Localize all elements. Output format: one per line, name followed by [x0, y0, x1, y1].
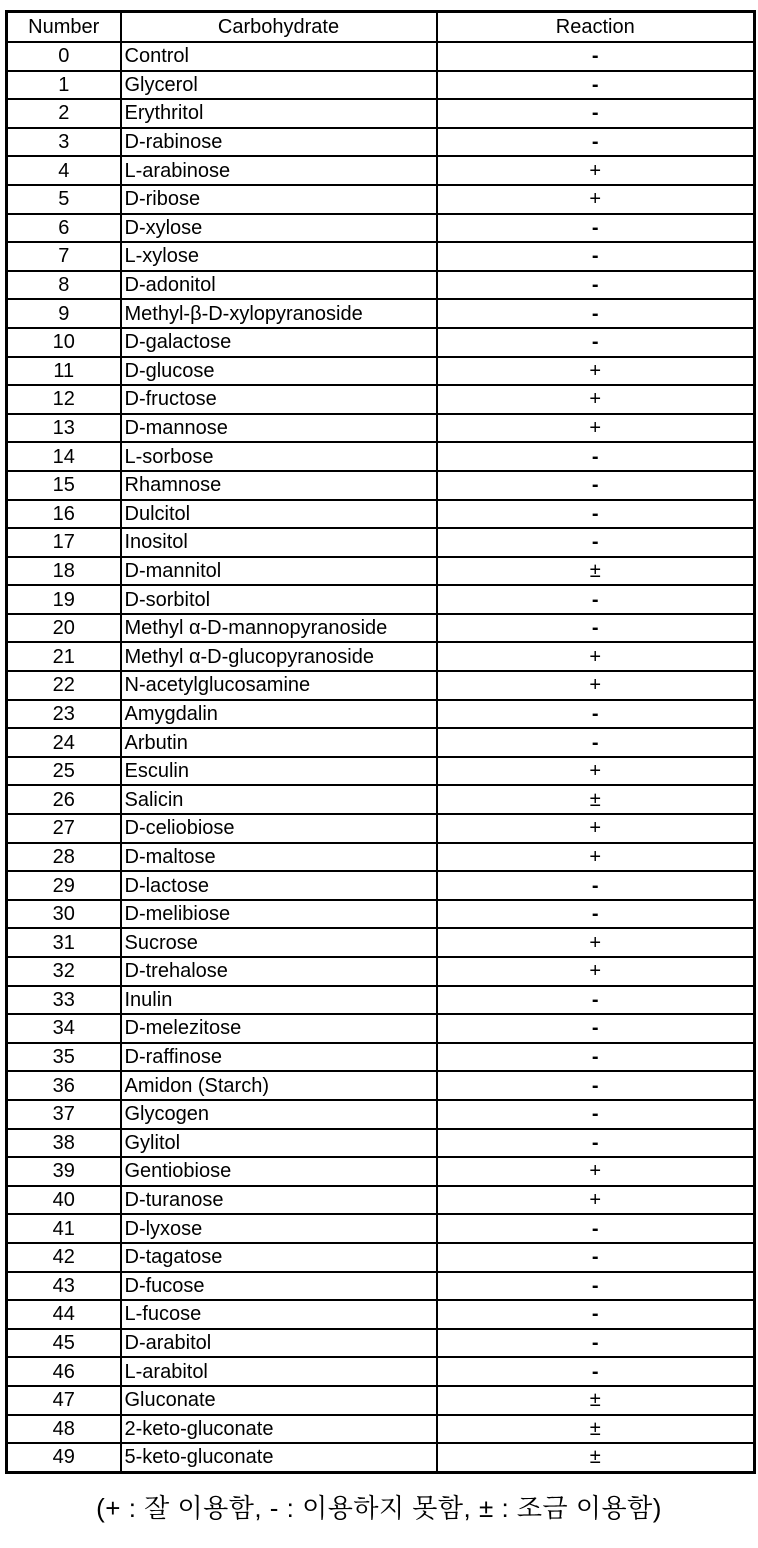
table-row: [7, 900, 755, 929]
cell-carbohydrate: D-adonitol: [121, 271, 437, 300]
cell-reaction: -: [437, 128, 755, 157]
cell-number: 46: [7, 1357, 121, 1386]
cell-reaction: -: [437, 728, 755, 757]
table-row: [7, 1014, 755, 1043]
table-row: [7, 214, 755, 243]
table-row: [7, 1272, 755, 1301]
table-row: [7, 185, 755, 214]
cell-carbohydrate: Gentiobiose: [121, 1157, 437, 1186]
cell-carbohydrate: Gluconate: [121, 1386, 437, 1415]
table-row: [7, 71, 755, 100]
cell-reaction: -: [437, 442, 755, 471]
cell-carbohydrate: Arbutin: [121, 728, 437, 757]
cell-number: 40: [7, 1186, 121, 1215]
legend-note: (+ : 잘 이용함, - : 이용하지 못함, ± : 조금 이용함): [96, 1492, 662, 1523]
cell-reaction: -: [437, 71, 755, 100]
cell-carbohydrate: L-arabitol: [121, 1357, 437, 1386]
table-row: [7, 1100, 755, 1129]
table-row: [7, 642, 755, 671]
cell-reaction: +: [437, 642, 755, 671]
cell-reaction: -: [437, 900, 755, 929]
cell-number: 33: [7, 986, 121, 1015]
cell-carbohydrate: N-acetylglucosamine: [121, 671, 437, 700]
cell-reaction: -: [437, 528, 755, 557]
cell-reaction: -: [437, 1300, 755, 1329]
table-row: [7, 1157, 755, 1186]
cell-reaction: -: [437, 328, 755, 357]
cell-number: 49: [7, 1443, 121, 1472]
table-row: [7, 500, 755, 529]
cell-number: 10: [7, 328, 121, 357]
cell-carbohydrate: L-xylose: [121, 242, 437, 271]
cell-number: 3: [7, 128, 121, 157]
cell-carbohydrate: Inositol: [121, 528, 437, 557]
cell-number: 2: [7, 99, 121, 128]
table-row: [7, 785, 755, 814]
table-row: [7, 700, 755, 729]
cell-reaction: -: [437, 471, 755, 500]
table-row: [7, 528, 755, 557]
cell-reaction: -: [437, 700, 755, 729]
cell-carbohydrate: Methyl α-D-mannopyranoside: [121, 614, 437, 643]
cell-reaction: -: [437, 1329, 755, 1358]
cell-reaction: +: [437, 928, 755, 957]
cell-carbohydrate: D-arabitol: [121, 1329, 437, 1358]
cell-number: 11: [7, 357, 121, 386]
cell-reaction: +: [437, 357, 755, 386]
cell-number: 38: [7, 1129, 121, 1158]
cell-number: 19: [7, 585, 121, 614]
cell-carbohydrate: Amygdalin: [121, 700, 437, 729]
cell-carbohydrate: D-melibiose: [121, 900, 437, 929]
table-row: [7, 1214, 755, 1243]
cell-number: 45: [7, 1329, 121, 1358]
cell-carbohydrate: Glycerol: [121, 71, 437, 100]
cell-reaction: -: [437, 1071, 755, 1100]
table-row: [7, 414, 755, 443]
cell-carbohydrate: D-fucose: [121, 1272, 437, 1301]
cell-number: 6: [7, 214, 121, 243]
table-row: [7, 1415, 755, 1444]
cell-number: 23: [7, 700, 121, 729]
cell-number: 12: [7, 385, 121, 414]
cell-reaction: -: [437, 614, 755, 643]
cell-number: 30: [7, 900, 121, 929]
cell-reaction: -: [437, 242, 755, 271]
table-body: [7, 42, 755, 1472]
table-row: [7, 757, 755, 786]
cell-number: 29: [7, 871, 121, 900]
cell-carbohydrate: Glycogen: [121, 1100, 437, 1129]
cell-number: 48: [7, 1415, 121, 1444]
cell-reaction: -: [437, 1357, 755, 1386]
table-row: [7, 957, 755, 986]
cell-carbohydrate: L-sorbose: [121, 442, 437, 471]
table-row: [7, 271, 755, 300]
cell-carbohydrate: Inulin: [121, 986, 437, 1015]
table-row: [7, 1357, 755, 1386]
cell-number: 37: [7, 1100, 121, 1129]
table-row: [7, 1329, 755, 1358]
cell-carbohydrate: Rhamnose: [121, 471, 437, 500]
cell-carbohydrate: D-ribose: [121, 185, 437, 214]
cell-reaction: -: [437, 1272, 755, 1301]
cell-carbohydrate: Methyl-β-D-xylopyranoside: [121, 299, 437, 328]
cell-carbohydrate: D-trehalose: [121, 957, 437, 986]
table-row: [7, 1243, 755, 1272]
table-header: [7, 12, 755, 43]
cell-carbohydrate: L-arabinose: [121, 156, 437, 185]
cell-reaction: +: [437, 757, 755, 786]
cell-reaction: -: [437, 585, 755, 614]
cell-carbohydrate: D-tagatose: [121, 1243, 437, 1272]
cell-number: 15: [7, 471, 121, 500]
table-row: [7, 614, 755, 643]
cell-reaction: +: [437, 156, 755, 185]
cell-carbohydrate: D-celiobiose: [121, 814, 437, 843]
cell-number: 24: [7, 728, 121, 757]
cell-reaction: +: [437, 414, 755, 443]
cell-carbohydrate: D-xylose: [121, 214, 437, 243]
table-row: [7, 585, 755, 614]
cell-carbohydrate: Control: [121, 42, 437, 71]
table-row: [7, 385, 755, 414]
cell-number: 26: [7, 785, 121, 814]
header-row: [7, 12, 755, 43]
cell-reaction: +: [437, 185, 755, 214]
cell-carbohydrate: D-melezitose: [121, 1014, 437, 1043]
cell-number: 1: [7, 71, 121, 100]
table-row: [7, 557, 755, 586]
table-row: [7, 1186, 755, 1215]
cell-carbohydrate: L-fucose: [121, 1300, 437, 1329]
cell-number: 14: [7, 442, 121, 471]
cell-reaction: +: [437, 843, 755, 872]
cell-reaction: -: [437, 500, 755, 529]
column-header-carbohydrate: Carbohydrate: [121, 12, 437, 43]
cell-carbohydrate: D-galactose: [121, 328, 437, 357]
cell-reaction: -: [437, 1043, 755, 1072]
cell-reaction: +: [437, 1186, 755, 1215]
table-row: [7, 156, 755, 185]
cell-carbohydrate: Erythritol: [121, 99, 437, 128]
cell-carbohydrate: Salicin: [121, 785, 437, 814]
cell-number: 39: [7, 1157, 121, 1186]
cell-number: 42: [7, 1243, 121, 1272]
cell-reaction: ±: [437, 1415, 755, 1444]
table-row: [7, 471, 755, 500]
cell-reaction: +: [437, 814, 755, 843]
cell-carbohydrate: D-sorbitol: [121, 585, 437, 614]
cell-carbohydrate: D-lactose: [121, 871, 437, 900]
table-row: [7, 1071, 755, 1100]
cell-number: 17: [7, 528, 121, 557]
table-row: [7, 242, 755, 271]
cell-carbohydrate: Dulcitol: [121, 500, 437, 529]
cell-carbohydrate: 2-keto-gluconate: [121, 1415, 437, 1444]
table-row: [7, 986, 755, 1015]
cell-reaction: -: [437, 871, 755, 900]
cell-carbohydrate: Gylitol: [121, 1129, 437, 1158]
table-row: [7, 1443, 755, 1472]
cell-number: 13: [7, 414, 121, 443]
table-row: [7, 728, 755, 757]
cell-number: 27: [7, 814, 121, 843]
column-header-number: Number: [7, 12, 121, 43]
cell-carbohydrate: Methyl α-D-glucopyranoside: [121, 642, 437, 671]
cell-number: 16: [7, 500, 121, 529]
cell-carbohydrate: D-rabinose: [121, 128, 437, 157]
cell-reaction: +: [437, 957, 755, 986]
carbohydrate-reaction-table: [5, 10, 756, 1474]
cell-carbohydrate: D-mannose: [121, 414, 437, 443]
cell-reaction: ±: [437, 1386, 755, 1415]
cell-number: 34: [7, 1014, 121, 1043]
cell-reaction: -: [437, 42, 755, 71]
cell-number: 9: [7, 299, 121, 328]
cell-number: 32: [7, 957, 121, 986]
cell-number: 22: [7, 671, 121, 700]
cell-carbohydrate: D-fructose: [121, 385, 437, 414]
cell-carbohydrate: D-glucose: [121, 357, 437, 386]
cell-number: 43: [7, 1272, 121, 1301]
table-row: [7, 928, 755, 957]
cell-number: 31: [7, 928, 121, 957]
cell-reaction: -: [437, 214, 755, 243]
table-row: [7, 42, 755, 71]
cell-number: 20: [7, 614, 121, 643]
cell-reaction: ±: [437, 1443, 755, 1472]
cell-number: 21: [7, 642, 121, 671]
table-row: [7, 128, 755, 157]
cell-reaction: +: [437, 671, 755, 700]
cell-number: 44: [7, 1300, 121, 1329]
cell-number: 8: [7, 271, 121, 300]
table-row: [7, 328, 755, 357]
column-header-reaction: Reaction: [437, 12, 755, 43]
table-row: [7, 299, 755, 328]
table-row: [7, 1386, 755, 1415]
table-row: [7, 1043, 755, 1072]
cell-reaction: -: [437, 99, 755, 128]
cell-reaction: ±: [437, 557, 755, 586]
cell-reaction: -: [437, 1214, 755, 1243]
table-row: [7, 843, 755, 872]
cell-reaction: -: [437, 1129, 755, 1158]
cell-number: 0: [7, 42, 121, 71]
table-row: [7, 871, 755, 900]
table-row: [7, 814, 755, 843]
cell-carbohydrate: Esculin: [121, 757, 437, 786]
cell-reaction: -: [437, 1100, 755, 1129]
cell-number: 18: [7, 557, 121, 586]
cell-number: 7: [7, 242, 121, 271]
cell-number: 36: [7, 1071, 121, 1100]
cell-reaction: -: [437, 1243, 755, 1272]
cell-number: 47: [7, 1386, 121, 1415]
cell-reaction: -: [437, 299, 755, 328]
cell-reaction: -: [437, 986, 755, 1015]
cell-number: 25: [7, 757, 121, 786]
cell-carbohydrate: D-lyxose: [121, 1214, 437, 1243]
cell-reaction: -: [437, 1014, 755, 1043]
cell-carbohydrate: D-turanose: [121, 1186, 437, 1215]
cell-reaction: +: [437, 385, 755, 414]
cell-carbohydrate: 5-keto-gluconate: [121, 1443, 437, 1472]
cell-number: 5: [7, 185, 121, 214]
table-row: [7, 357, 755, 386]
table-row: [7, 99, 755, 128]
cell-reaction: +: [437, 1157, 755, 1186]
cell-carbohydrate: D-raffinose: [121, 1043, 437, 1072]
table-row: [7, 442, 755, 471]
cell-number: 41: [7, 1214, 121, 1243]
cell-number: 28: [7, 843, 121, 872]
cell-carbohydrate: Amidon (Starch): [121, 1071, 437, 1100]
table-row: [7, 671, 755, 700]
cell-carbohydrate: D-maltose: [121, 843, 437, 872]
cell-carbohydrate: D-mannitol: [121, 557, 437, 586]
table-row: [7, 1300, 755, 1329]
cell-number: 4: [7, 156, 121, 185]
cell-number: 35: [7, 1043, 121, 1072]
table-row: [7, 1129, 755, 1158]
cell-carbohydrate: Sucrose: [121, 928, 437, 957]
cell-reaction: ±: [437, 785, 755, 814]
cell-reaction: -: [437, 271, 755, 300]
